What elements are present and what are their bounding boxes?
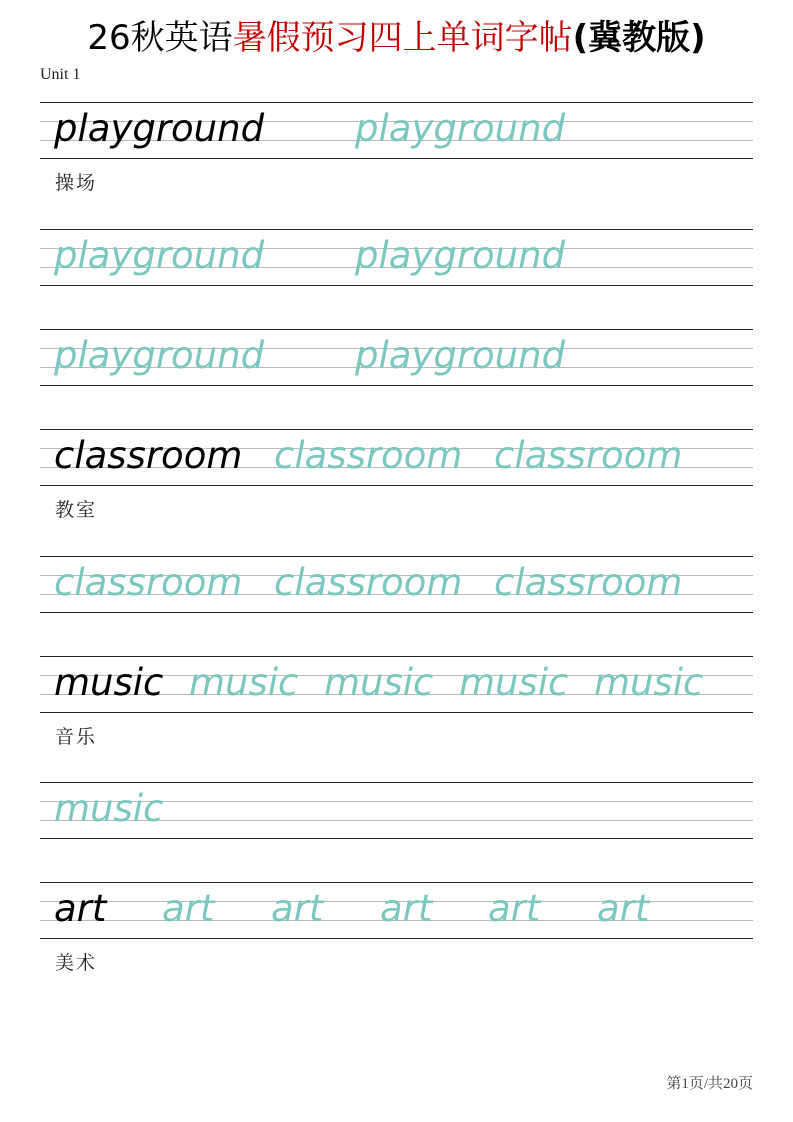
trace-word: classroom [274, 561, 463, 604]
writing-band [40, 102, 753, 159]
title-edition: (冀教版) [572, 18, 706, 58]
trace-word: music [459, 661, 569, 704]
model-word: playground [54, 107, 265, 150]
writing-band [40, 882, 753, 939]
trace-word: playground [355, 107, 566, 150]
writing-band [40, 429, 753, 486]
word-meaning: 美术 [55, 952, 98, 974]
writing-band [40, 329, 753, 386]
trace-word: art [162, 887, 215, 930]
writing-band [40, 656, 753, 713]
word-meaning: 音乐 [55, 726, 98, 748]
page-number: 第1页/共20页 [666, 1076, 753, 1092]
trace-word: music [189, 661, 299, 704]
trace-word: classroom [274, 434, 463, 477]
page-title [0, 14, 793, 62]
writing-band [40, 782, 753, 839]
trace-word: music [594, 661, 704, 704]
trace-word: classroom [54, 561, 243, 604]
trace-word: art [597, 887, 650, 930]
trace-word: playground [54, 334, 265, 377]
trace-word: art [488, 887, 541, 930]
model-word: music [54, 661, 164, 704]
model-word: art [54, 887, 107, 930]
trace-word: playground [355, 234, 566, 277]
trace-word: art [380, 887, 433, 930]
writing-band [40, 556, 753, 613]
title-main: 暑假预习四上单词字帖 [232, 18, 573, 58]
word-meaning: 教室 [55, 499, 98, 521]
title-prefix: 26秋英语 [87, 18, 233, 58]
writing-band [40, 229, 753, 286]
trace-word: music [54, 787, 164, 830]
trace-word: playground [355, 334, 566, 377]
trace-word: music [324, 661, 434, 704]
word-meaning: 操场 [55, 172, 98, 194]
trace-word: classroom [494, 561, 683, 604]
unit-label: Unit 1 [40, 66, 81, 83]
model-word: classroom [54, 434, 243, 477]
trace-word: classroom [494, 434, 683, 477]
trace-word: art [271, 887, 324, 930]
trace-word: playground [54, 234, 265, 277]
